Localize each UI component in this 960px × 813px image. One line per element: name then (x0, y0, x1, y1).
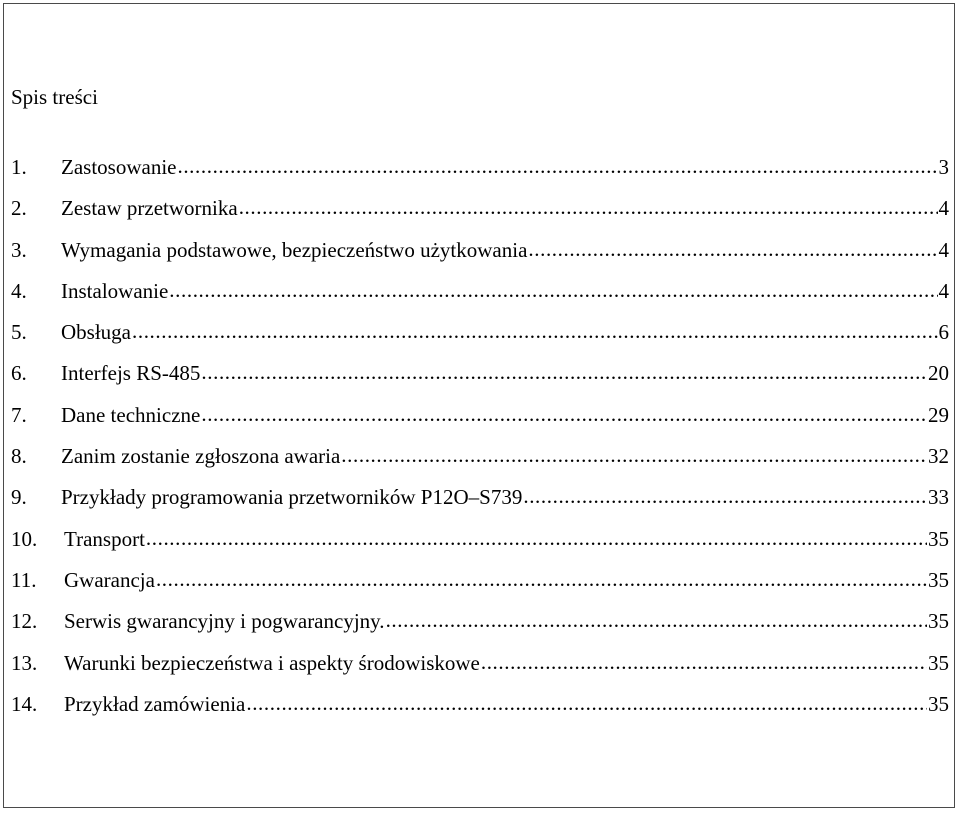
toc-dot-leader (201, 358, 927, 386)
toc-dot-leader (177, 152, 937, 180)
toc-dot-leader (156, 565, 927, 593)
toc-entry-page: 35 (928, 526, 949, 551)
toc-title: Spis treści (11, 85, 98, 109)
toc-entry[interactable] (11, 277, 951, 318)
toc-entry-text: Interfejs RS-485 (61, 361, 201, 386)
toc-entry[interactable] (11, 236, 951, 277)
toc-entry[interactable] (11, 649, 951, 690)
toc-entry-page: 35 (928, 650, 949, 675)
toc-entry-text: Zanim zostanie zgłoszona awaria (61, 444, 341, 469)
toc-entry[interactable] (11, 483, 951, 524)
toc-dot-leader (201, 400, 927, 428)
toc-entry[interactable] (11, 401, 951, 442)
toc-dot-leader (481, 648, 927, 676)
toc-entry-text: Dane techniczne (61, 402, 201, 427)
toc-entry[interactable] (11, 690, 951, 731)
toc-entry-text: Zestaw przetwornika (61, 196, 238, 221)
toc-dot-leader (528, 235, 937, 263)
toc-entry-number: 9. (11, 485, 27, 510)
toc-entry-text: Zastosowanie (61, 155, 177, 179)
toc-entry-text: Serwis gwarancyjny i pogwarancyjny. (64, 609, 385, 634)
toc-entry-text: Instalowanie (61, 278, 169, 303)
toc-entry-number: 7. (11, 402, 27, 427)
toc-entry-number: 14. (11, 691, 38, 716)
toc-entry[interactable] (11, 359, 951, 400)
toc-list (11, 153, 951, 731)
toc-entry[interactable] (11, 442, 951, 483)
toc-dot-leader (523, 482, 927, 510)
toc-entry-page: 35 (928, 691, 949, 716)
toc-entry-number: 13. (11, 650, 38, 675)
toc-entry[interactable] (11, 525, 951, 566)
toc-dot-leader (246, 689, 927, 717)
toc-entry-page: 3 (938, 155, 949, 179)
toc-dot-leader (239, 193, 938, 221)
toc-entry-page: 20 (928, 361, 949, 386)
toc-entry-number: 4. (11, 278, 27, 303)
toc-entry-page: 35 (928, 567, 949, 592)
toc-entry-page: 6 (938, 320, 949, 345)
toc-entry-page: 4 (938, 278, 949, 303)
toc-entry-text: Transport (64, 526, 145, 551)
toc-entry-text: Przykłady programowania przetworników P12O–S739 (61, 485, 523, 510)
toc-entry-number: 2. (11, 196, 27, 221)
toc-entry-page: 32 (928, 444, 949, 469)
toc-dot-leader (169, 276, 937, 304)
toc-entry-text: Przykład zamówienia (64, 691, 246, 716)
toc-dot-leader (146, 524, 927, 552)
toc-entry-number: 1. (11, 155, 27, 179)
toc-entry-number: 5. (11, 320, 27, 345)
toc-entry[interactable] (11, 194, 951, 235)
toc-entry-number: 11. (11, 567, 37, 592)
toc-entry-page: 4 (938, 237, 949, 262)
toc-entry-page: 29 (928, 402, 949, 427)
toc-dot-leader (386, 606, 927, 634)
toc-entry[interactable] (11, 318, 951, 359)
toc-entry[interactable] (11, 153, 951, 194)
toc-entry-text: Wymagania podstawowe, bezpieczeństwo użytkowania (61, 237, 528, 262)
toc-entry[interactable] (11, 607, 951, 648)
toc-entry-text: Gwarancja (64, 567, 155, 592)
toc-entry-page: 35 (928, 609, 949, 634)
toc-entry-text: Warunki bezpieczeństwa i aspekty środowiskowe (64, 650, 480, 675)
toc-dot-leader (341, 441, 927, 469)
toc-entry-number: 8. (11, 444, 27, 469)
toc-entry-number: 6. (11, 361, 27, 386)
toc-entry-page: 33 (928, 485, 949, 510)
toc-entry[interactable] (11, 566, 951, 607)
toc-entry-text: Obsługa (61, 320, 131, 345)
toc-entry-number: 12. (11, 609, 38, 634)
toc-dot-leader (132, 317, 938, 345)
toc-entry-page: 4 (938, 196, 949, 221)
toc-entry-number: 10. (11, 526, 38, 551)
toc-entry-number: 3. (11, 237, 27, 262)
